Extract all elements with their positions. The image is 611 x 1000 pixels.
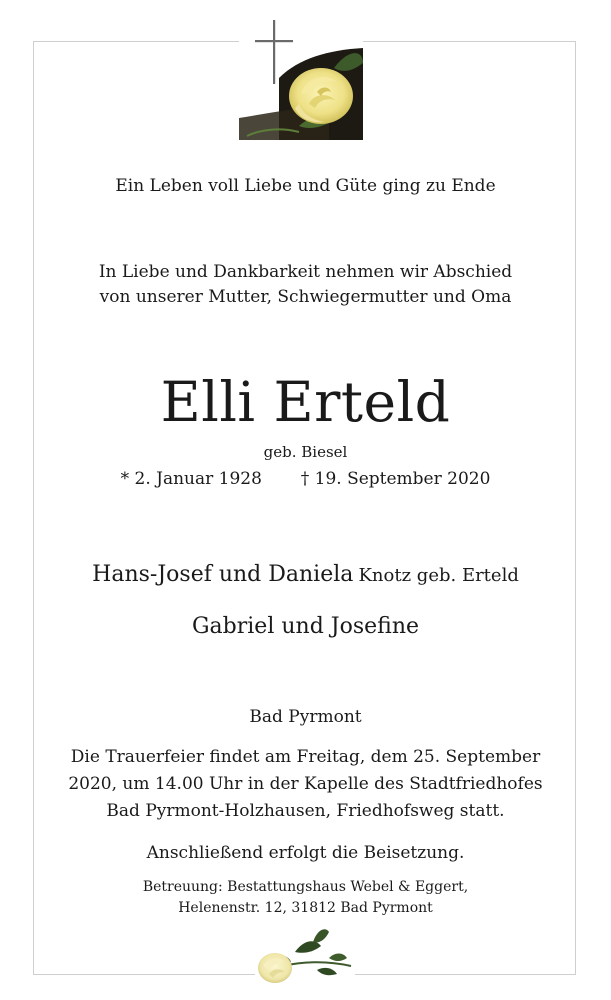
ceremony-text-3: Bad Pyrmont-Holzhausen, Friedhofsweg statt. [106,801,505,821]
farewell-line-1: In Liebe und Dankbarkeit nehmen wir Abschied [98,262,513,282]
opening-line: Ein Leben voll Liebe und Güte ging zu Ende [115,176,496,196]
farewell-line-2: von unserer Mutter, Schwiegermutter und Oma [99,287,512,307]
rose-icon [255,922,355,990]
family-surname: Knotz geb. Erteld [358,565,519,586]
family-first-names: Hans-Josef und Daniela [92,562,354,587]
death-date: 19. September 2020 [314,469,491,489]
ceremony-text-1: Die Trauerfeier findet am Freitag, dem 25. September [70,747,541,767]
undertaker-line-1: Betreuung: Bestattungshaus Webel & Eggert, [142,879,469,895]
birth-symbol: * [120,469,130,489]
ceremony-text-2: 2020, um 14.00 Uhr in der Kapelle des Stadtfriedhofes [68,774,543,794]
cross-and-rose-icon [239,8,363,140]
undertaker-line-2: Helenenstr. 12, 31812 Bad Pyrmont [178,900,433,916]
deceased-name: Elli Erteld [160,370,451,434]
ceremony-place: Bad Pyrmont [249,707,362,727]
life-dates [0,469,611,489]
family-line-2: Gabriel und Josefine [191,614,420,639]
burial-text: Anschließend erfolgt die Beisetzung. [146,843,465,863]
birth-date: 2. Januar 1928 [134,469,262,489]
family-line-1 [0,562,611,587]
death-symbol: † [300,469,310,489]
birth-name: geb. Biesel [263,443,348,461]
